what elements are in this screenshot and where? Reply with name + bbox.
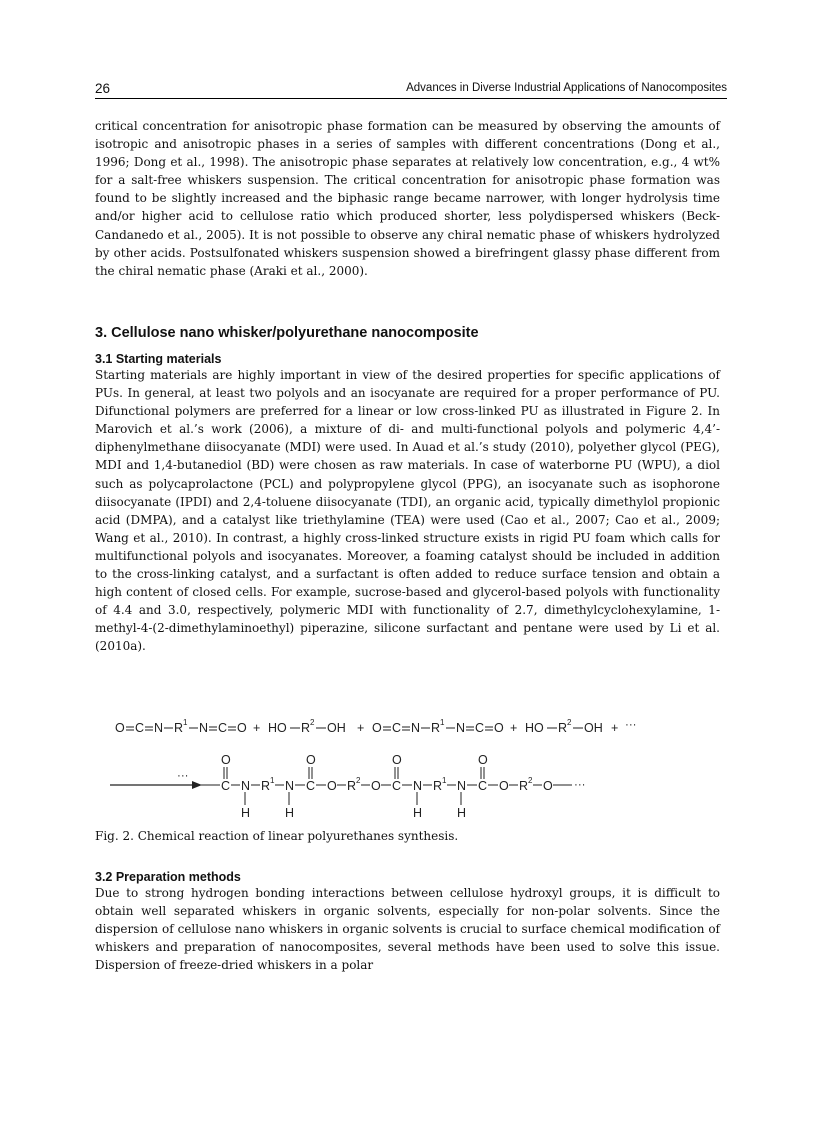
svg-text:O: O	[499, 779, 509, 793]
svg-text:2: 2	[567, 718, 572, 727]
svg-text:+: +	[357, 721, 365, 735]
svg-text:O: O	[221, 753, 231, 767]
svg-text:2: 2	[356, 776, 361, 785]
svg-text:R: R	[431, 721, 441, 735]
svg-text:N: N	[456, 721, 466, 735]
svg-text:2: 2	[310, 718, 315, 727]
svg-text:HO: HO	[268, 721, 287, 735]
reactants-row	[115, 718, 637, 735]
svg-text:+: +	[611, 721, 619, 735]
svg-text:+: +	[253, 721, 261, 735]
svg-text:H: H	[241, 806, 251, 820]
svg-text:N: N	[411, 721, 421, 735]
svg-text:R: R	[433, 779, 443, 793]
svg-text:O: O	[543, 779, 553, 793]
svg-text:C: C	[135, 721, 145, 735]
svg-text:1: 1	[440, 718, 445, 727]
svg-text:R: R	[519, 779, 529, 793]
figure-caption-block	[95, 829, 720, 843]
svg-text:O: O	[392, 753, 402, 767]
svg-text:O: O	[327, 779, 337, 793]
starting-materials-paragraph: Starting materials are highly important in view of the desired properties for specific applications of PUs. In general, at least two polyols and an isocyanate are required for a proper performance of PU. Difunctional polymers are preferred for a linear or low cross-linked PU as illustrated in Figure 2. In Marovich et al.’s work (2006), a mixture of di- and multi-functional polyols and polymeric 4,4’-diphenylmethane diisocyanate (MDI) were used. In Auad et al.’s study (2010), polyether glycol (PEG), MDI and 1,4-butanediol (BD) were chosen as raw materials. In case of waterborne PU (WPU), a diol such as polycaprolactone (PCL) and polypropylene glycol (PPG), an isocyanate such as isophorone diisocyanate (IPDI) and 2,4-toluene diisocyanate (TDI), an organic acid, typically dimethylol propionic acid (DMPA), and a catalyst like triethylamine (TEA) were used (Cao et al., 2007; Cao et al., 2009; Wang et al., 2010). In contrast, a highly cross-linked structure exists in rigid PU foam which calls for multifunctional polyols and isocyanates. Moreover, a foaming catalyst should be included in addition to the cross-linking catalyst, and a surfactant is often added to reduce surface tension and obtain a high content of closed cells. For example, sucrose-based and glycerol-based polyols with functionality of 4.4 and 3.0, respectively, polymeric MDI with functionality of 2.7, dimethylcyclohexylamine, 1-methyl-4-(2-dimethylaminoethyl) piperazine, silicone surfactant and pentane were used by Li et al. (2010a).	[95, 368, 720, 654]
svg-text:O: O	[372, 721, 382, 735]
svg-text:C: C	[478, 779, 488, 793]
subsection-title-preparation-methods: 3.2 Preparation methods	[95, 870, 241, 884]
svg-text:O: O	[494, 721, 504, 735]
product-row	[110, 753, 586, 820]
figure-2-reaction-scheme	[110, 712, 710, 824]
svg-text:R: R	[347, 779, 357, 793]
svg-text:OH: OH	[584, 721, 603, 735]
intro-paragraph: critical concentration for anisotropic phase formation can be measured by observing the amounts of isotropic and anisotropic phases in a series of samples with different concentrations (Dong et al., 1996; Dong et al., 1998). The anisotropic phase separates at relatively low concentration, e.g., 4 wt% for a salt-free whiskers suspension. The critical concentration for anisotropic phase formation was found to be slightly increased and the biphasic range became narrower, with longer hydrolysis time and/or higher acid to cellulose ratio which produced shorter, less polydispersed whiskers (Beck-Candanedo et al., 2005). It is not possible to observe any chiral nematic phase of whiskers hydrolyzed by other acids. Postsulfonated whiskers suspension showed a birefringent glassy phase different from the chiral nematic phase (Araki et al., 2000).	[95, 119, 720, 278]
intro-block	[95, 117, 720, 280]
svg-text:R: R	[261, 779, 271, 793]
svg-text:C: C	[306, 779, 316, 793]
figure-caption: Fig. 2. Chemical reaction of linear polyurethanes synthesis.	[95, 829, 459, 843]
svg-text:N: N	[154, 721, 164, 735]
svg-text:1: 1	[270, 776, 275, 785]
svg-text:O: O	[478, 753, 488, 767]
svg-text:C: C	[475, 721, 485, 735]
svg-text:1: 1	[183, 718, 188, 727]
svg-text:O: O	[115, 721, 125, 735]
svg-text:N: N	[457, 779, 467, 793]
svg-text:R: R	[301, 721, 311, 735]
svg-text:R: R	[558, 721, 568, 735]
preparation-methods-paragraph: Due to strong hydrogen bonding interactions between cellulose hydroxyl groups, it is difficult to obtain well separated whiskers in organic solvents, especially for non-polar solvents. Since the dispersion of cellulose nano whiskers in organic solvents is crucial to surface chemical modification of whiskers and preparation of nanocomposites, several methods have been used to solve this issue. Dispersion of freeze-dried whiskers in a polar	[95, 886, 720, 973]
svg-text:H: H	[285, 806, 295, 820]
section-title: 3. Cellulose nano whisker/polyurethane nanocomposite	[95, 325, 479, 341]
svg-text:O: O	[306, 753, 316, 767]
svg-text:O: O	[371, 779, 381, 793]
svg-text:C: C	[392, 779, 402, 793]
section-3-heading-block	[95, 325, 720, 341]
subsection-title-starting-materials: 3.1 Starting materials	[95, 352, 222, 366]
reaction-scheme-svg	[110, 712, 710, 824]
svg-text:C: C	[392, 721, 402, 735]
svg-text:N: N	[413, 779, 423, 793]
subsection-3-2	[95, 870, 720, 974]
svg-text:H: H	[413, 806, 423, 820]
svg-text:N: N	[241, 779, 251, 793]
page-number: 26	[95, 81, 111, 96]
running-header	[95, 80, 727, 99]
svg-text:N: N	[285, 779, 295, 793]
svg-text:C: C	[221, 779, 231, 793]
subsection-3-1	[95, 352, 720, 656]
svg-text:C: C	[218, 721, 228, 735]
svg-text:+: +	[510, 721, 518, 735]
svg-text:O: O	[237, 721, 247, 735]
svg-text:···: ···	[574, 779, 586, 791]
svg-text:H: H	[457, 806, 467, 820]
svg-text:2: 2	[528, 776, 533, 785]
svg-text:N: N	[199, 721, 209, 735]
svg-text:···: ···	[625, 719, 637, 731]
svg-text:OH: OH	[327, 721, 346, 735]
svg-text:R: R	[174, 721, 184, 735]
svg-text:···: ···	[177, 770, 189, 782]
running-title: Advances in Diverse Industrial Applications of Nanocomposites	[406, 82, 727, 94]
svg-text:HO: HO	[525, 721, 544, 735]
svg-text:1: 1	[442, 776, 447, 785]
